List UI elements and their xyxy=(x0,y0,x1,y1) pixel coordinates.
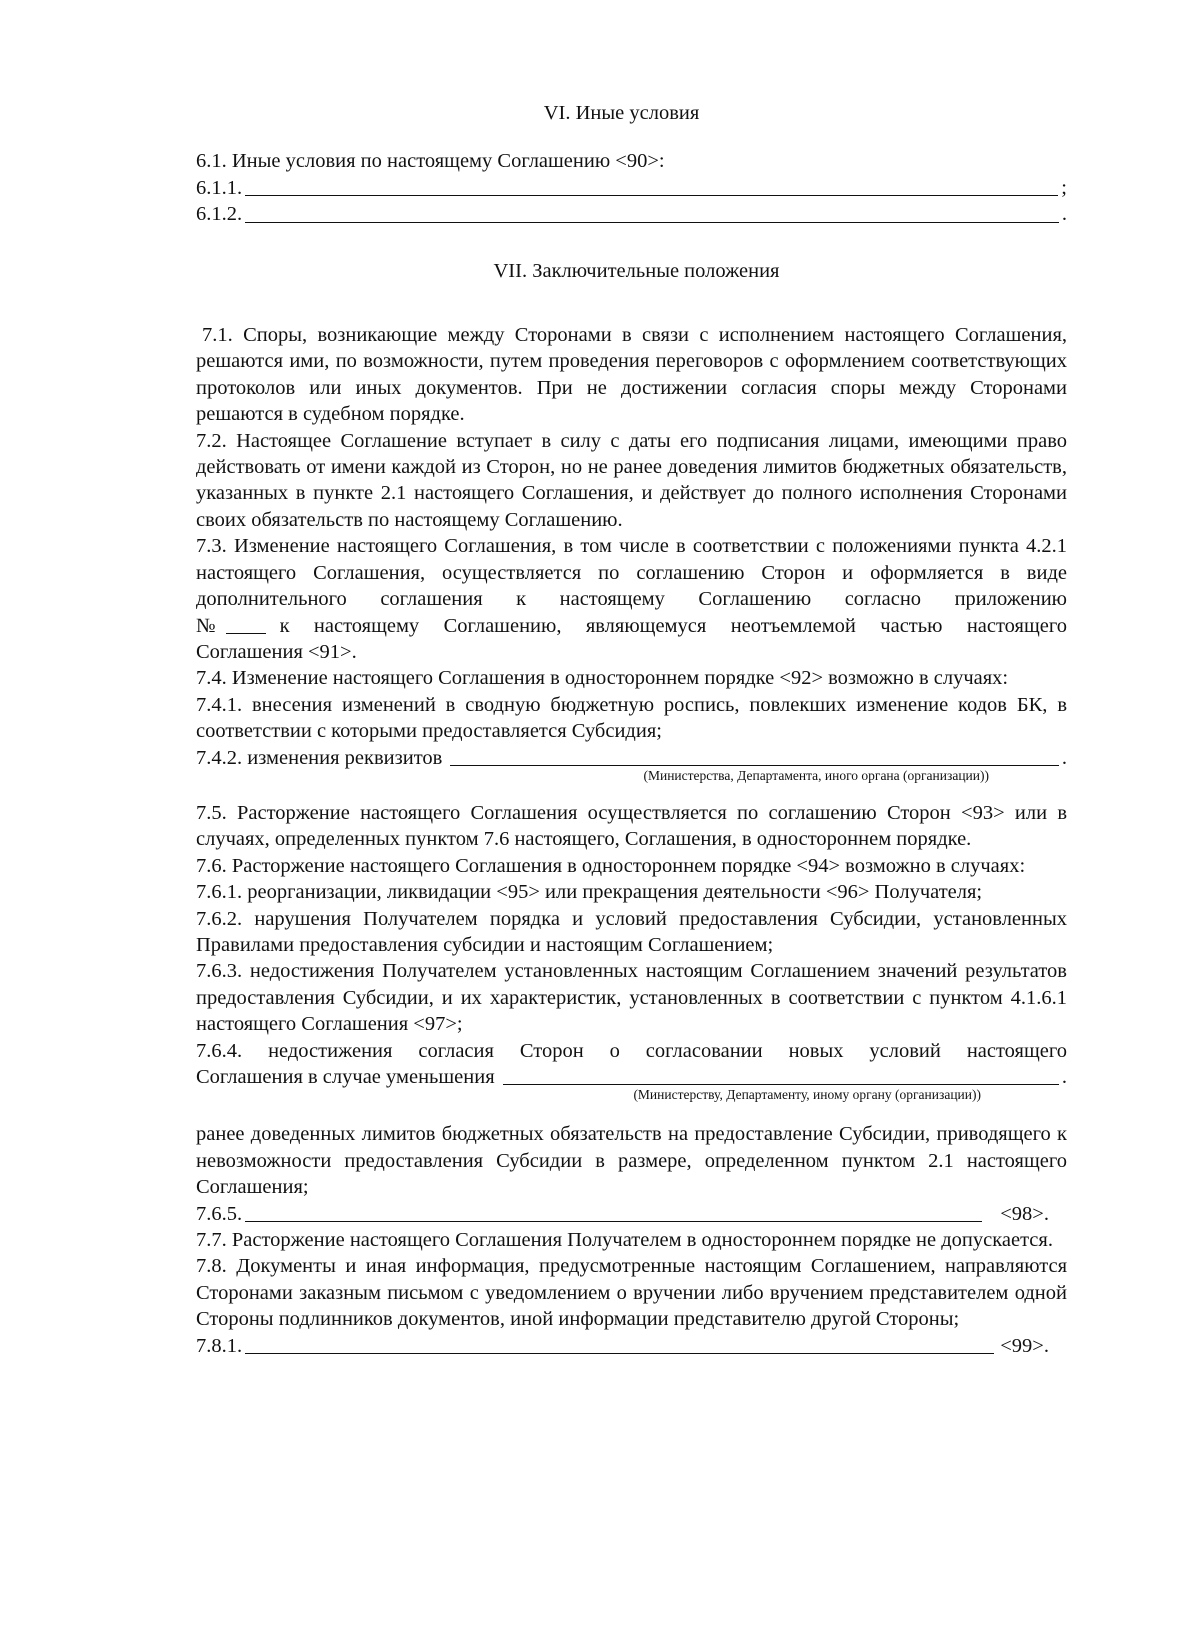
clause-7-3-continuation: к настоящему Соглашению, являющемуся неотъемлемой частью настоящего xyxy=(279,614,1067,637)
clause-6-1-1 xyxy=(196,175,1067,201)
blank-line xyxy=(245,1201,982,1222)
clause-7-8-1-number: 7.8.1. xyxy=(196,1334,243,1357)
clause-7-6-4-part-a: 7.6.4. недостижения согласия Сторон о согласовании новых условий настоящего xyxy=(196,1039,1067,1062)
clause-7-3-part-c: Соглашения <91>. xyxy=(196,640,357,663)
clause-7-3-part-b xyxy=(196,613,1067,639)
clause-6-1-1-end: ; xyxy=(1061,176,1067,199)
clause-7-6-5 xyxy=(196,1201,1067,1227)
clause-7-8: 7.8. Документы и иная информация, предусмотренные настоящим Соглашением, направляются Сторонами заказным письмом с уведомлением о вручении либо вручением представителем одной Стороны подлинников документов, иной информации представителю другой Стороны; xyxy=(196,1255,1067,1331)
clause-7-6-1: 7.6.1. реорганизации, ликвидации <95> или прекращения деятельности <96> Получателя; xyxy=(196,881,983,904)
clause-7-6-4-part-c: ранее доведенных лимитов бюджетных обязательств на предоставление Субсидии, приводящего к невозможности предоставления Субсидии в размере, определенном пунктом 2.1 настоящего Соглашения; xyxy=(196,1123,1067,1199)
number-sign: № xyxy=(196,614,216,637)
clause-7-3-part-a: 7.3. Изменение настоящего Соглашения, в том числе в соответствии с положениями пункта 4.2.1 настоящего Соглашения, осуществляется по соглашению Сторон и оформляется в виде дополнительного соглашения к настоящему Соглашению согласно приложению xyxy=(196,535,1067,611)
section-6-heading: VI. Иные условия xyxy=(543,102,700,124)
blank-line xyxy=(245,202,1059,223)
annex-number-blank xyxy=(226,613,266,634)
clause-7-4-2-text: 7.4.2. изменения реквизитов xyxy=(196,746,443,769)
section-7-heading: VII. Заключительные положения xyxy=(493,259,780,282)
clause-6-1-2 xyxy=(196,201,1067,227)
blank-line xyxy=(450,745,1059,766)
clause-7-7: 7.7. Расторжение настоящего Соглашения Получателем в одностороннем порядке не допускается. xyxy=(196,1229,1053,1252)
clause-7-6-4-text: Соглашения в случае уменьшения xyxy=(196,1066,495,1088)
blank-line xyxy=(245,1333,994,1354)
blank-caption-ministry-dative: (Министерству, Департаменту, иному органу (организации)) xyxy=(633,1087,981,1103)
clause-6-1-2-end: . xyxy=(1061,203,1067,226)
clause-7-6-2: 7.6.2. нарушения Получателем порядка и условий предоставления Субсидии, установленных Правилами предоставления субсидии и настоящим Соглашением; xyxy=(196,907,1067,956)
clause-6-1: 6.1. Иные условия по настоящему Соглашению <90>: xyxy=(196,150,665,173)
clause-7-2: 7.2. Настоящее Соглашение вступает в силу с даты его подписания лицами, имеющими право действовать от имени каждой из Сторон, но не ранее доведения лимитов бюджетных обязательств, указанных в пункте 2.1 настоящего Соглашения, и действует до полного исполнения Сторонами своих обязательств по настоящему Соглашению. xyxy=(196,429,1067,531)
blank-caption-ministry: (Министерства, Департамента, иного органа (организации)) xyxy=(643,767,989,783)
blank-line xyxy=(245,175,1058,196)
clause-7-1: 7.1. Споры, возникающие между Сторонами в связи с исполнением настоящего Соглашения, решаются ими, по возможности, путем проведения переговоров с оформлением соответствующих протоколов или иных документов. При не достижении согласия споры между Сторонами решаются в судебном порядке. xyxy=(196,324,1067,426)
blank-line xyxy=(503,1064,1059,1085)
clause-7-8-1-end: <99>. xyxy=(1000,1334,1049,1357)
clause-7-4-2-end: . xyxy=(1061,746,1067,769)
clause-7-6: 7.6. Расторжение настоящего Соглашения в одностороннем порядке <94> возможно в случаях: xyxy=(196,854,1026,877)
clause-7-4-1: 7.4.1. внесения изменений в сводную бюджетную роспись, повлекших изменение кодов БК, в соответствии с которыми предоставляется Субсидия; xyxy=(196,693,1067,743)
clause-7-6-5-number: 7.6.5. xyxy=(196,1202,243,1225)
clause-7-4: 7.4. Изменение настоящего Соглашения в одностороннем порядке <92> возможно в случаях: xyxy=(196,667,1009,690)
clause-7-8-1 xyxy=(196,1333,1067,1359)
clause-6-1-1-number: 6.1.1. xyxy=(196,176,243,199)
clause-7-6-4-end: . xyxy=(1061,1066,1067,1088)
clause-7-5: 7.5. Расторжение настоящего Соглашения осуществляется по соглашению Сторон <93> или в случаях, определенных пунктом 7.6 настоящего, Соглашения, в одностороннем порядке. xyxy=(196,801,1067,851)
clause-7-6-3: 7.6.3. недостижения Получателем установленных настоящим Соглашением значений результатов предоставления Субсидии, и их характеристик, установленных в соответствии с пунктом 4.1.6.1 настоящего Соглашения <97>; xyxy=(196,960,1067,1036)
clause-7-6-5-end: <98>. xyxy=(1000,1202,1049,1225)
clause-6-1-2-number: 6.1.2. xyxy=(196,203,243,226)
